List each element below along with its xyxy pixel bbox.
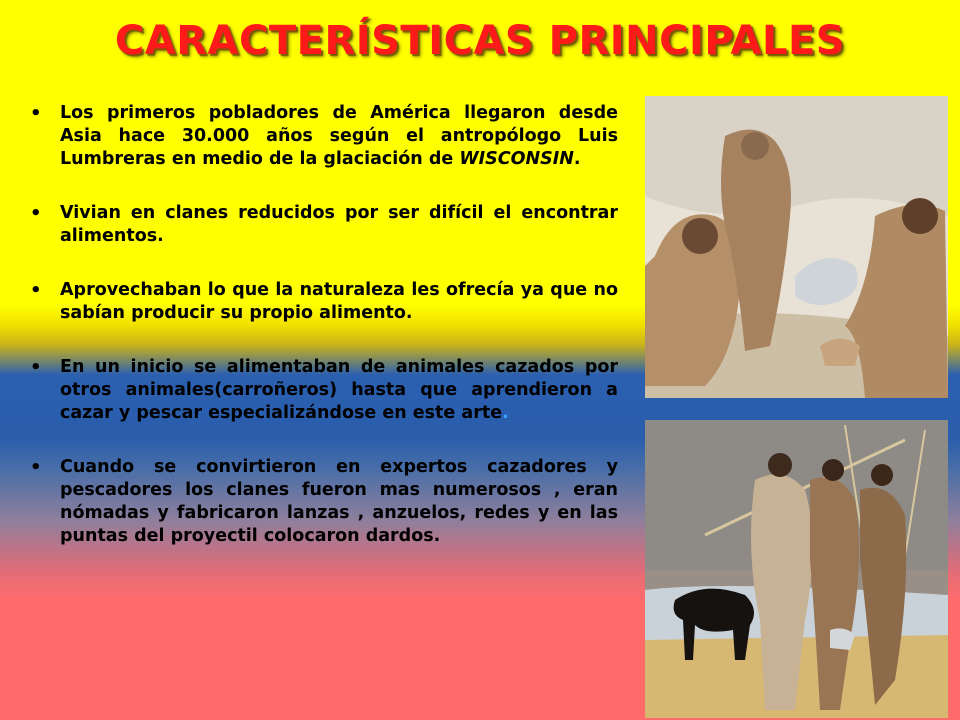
hunters-illustration — [645, 420, 948, 718]
early-settlers-illustration — [645, 96, 948, 398]
bullet-emphasis: WISCONSIN — [459, 149, 574, 169]
bullet-item: • Vivian en clanes reducidos por ser difícil el encontrar alimentos. — [20, 202, 618, 248]
bullet-item: • En un inicio se alimentaban de animales cazados por otros animales(carroñeros) hasta que aprendieron a cazar y pescar especializándose en este arte. — [20, 356, 618, 425]
bullet-item: • Cuando se convirtieron en expertos cazadores y pescadores los clanes fueron mas numerosos , eran nómadas y fabricaron lanzas , anzuelos, redes y en las puntas del proyectil colocaron dardos. — [20, 456, 618, 548]
bullet-item: • Los primeros pobladores de América llegaron desde Asia hace 30.000 años según el antropólogo Luis Lumbreras en medio de la glaciación de WISCONSIN. — [20, 102, 618, 171]
bullet-list — [20, 102, 618, 579]
slide-title: CARACTERÍSTICAS PRINCIPALES — [114, 18, 846, 64]
bullet-item: • Aprovechaban lo que la naturaleza les ofrecía ya que no sabían producir su propio alimento. — [20, 279, 618, 325]
